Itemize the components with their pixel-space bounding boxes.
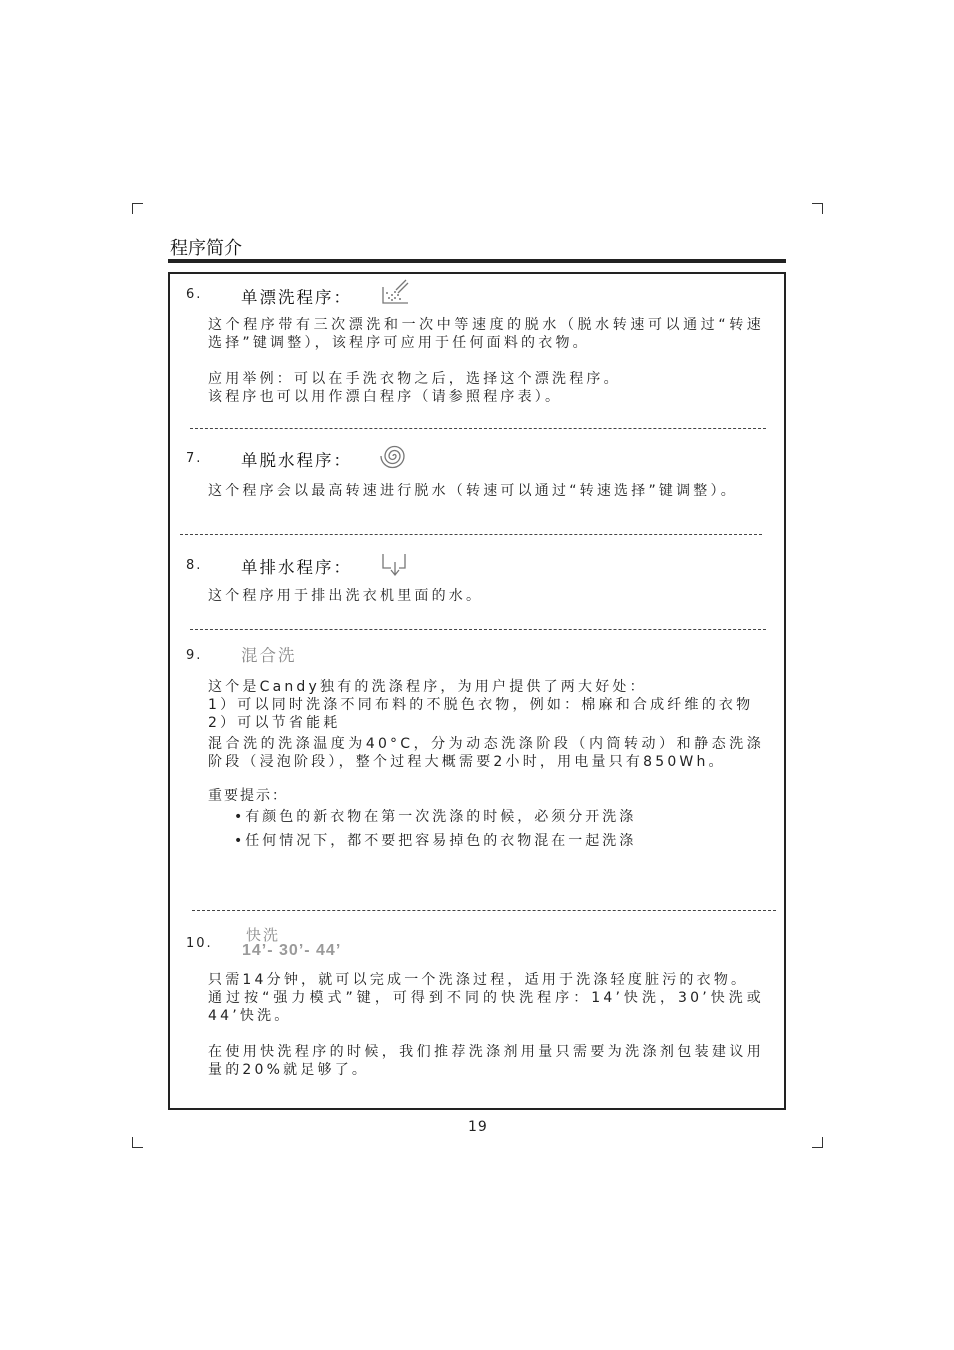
section-10-line3: 在使用快洗程序的时候，我们推荐洗涤剂用量只需要为洗涤剂包装建议用量的20%就足够了。 (208, 1044, 764, 1078)
divider (190, 629, 766, 630)
divider (190, 428, 766, 429)
section-7-body (208, 482, 764, 500)
rinse-shower-icon (380, 278, 412, 306)
title-rule (168, 259, 786, 263)
section-6-body (208, 316, 764, 406)
section-10-line1: 只需14分钟，就可以完成一个洗涤过程，适用于洗涤轻度脏污的衣物。 (208, 972, 749, 988)
section-8-line1: 这个程序用于排出洗衣机里面的水。 (208, 588, 484, 604)
section-6-title: 单漂洗程序： (241, 288, 352, 307)
spin-spiral-icon (380, 442, 408, 470)
section-9-tip-title: 重要提示： (208, 788, 288, 804)
section-7-number: 7. (186, 451, 203, 466)
section-9-number: 9. (186, 648, 203, 663)
section-6-number: 6. (186, 287, 203, 302)
section-9-tip1: •有颜色的新衣物在第一次洗涤的时候，必须分开洗涤 (234, 809, 637, 825)
section-8-body (208, 587, 764, 605)
page-number: 19 (468, 1119, 488, 1135)
section-9-title: 混合洗 (241, 646, 297, 665)
section-9-line2: 1）可以同时洗涤不同布料的不脱色衣物，例如：棉麻和合成纤维的衣物 (208, 697, 754, 713)
section-9-tip2: •任何情况下，都不要把容易掉色的衣物混在一起洗涤 (234, 833, 637, 849)
program-box (168, 272, 786, 1110)
drain-tub-icon (381, 550, 409, 578)
crop-mark-bottom-left (132, 1137, 143, 1148)
crop-mark-top-left (132, 203, 143, 214)
section-9-line4: 混合洗的洗涤温度为40°C，分为动态洗涤阶段（内筒转动）和静态洗涤阶段（浸泡阶段），整个过程大概需要2小时，用电量只有850Wh。 (208, 736, 764, 770)
section-8-title: 单排水程序： (241, 558, 352, 577)
section-6-line3: 该程序也可以用作漂白程序（请参照程序表）。 (208, 389, 563, 405)
section-9-body (208, 678, 764, 853)
section-9-line3: 2）可以节省能耗 (208, 715, 341, 731)
section-9-line1: 这个是Candy独有的洗涤程序，为用户提供了两大好处： (208, 679, 647, 695)
section-8-number: 8. (186, 558, 203, 573)
divider (180, 534, 762, 535)
section-6-line1: 这个程序带有三次漂洗和一次中等速度的脱水（脱水转速可以通过“转速选择”键调整），该程序可应用于任何面料的衣物。 (208, 317, 764, 351)
page-title: 程序简介 (170, 238, 242, 259)
section-10-speeds: 14’- 30’- 44’ (242, 942, 342, 959)
section-10-title: 快洗 (246, 926, 281, 944)
section-7-line1: 这个程序会以最高转速进行脱水（转速可以通过“转速选择”键调整）。 (208, 483, 738, 499)
section-10-number: 10. (186, 936, 213, 951)
section-10-line2: 通过按“强力模式”键，可得到不同的快洗程序：14’快洗，30’快洗或44’快洗。 (208, 990, 764, 1024)
section-6-line2: 应用举例：可以在手洗衣物之后，选择这个漂洗程序。 (208, 371, 621, 387)
crop-mark-bottom-right (812, 1137, 823, 1148)
section-10-body (208, 971, 764, 1079)
divider (192, 910, 776, 911)
crop-mark-top-right (812, 203, 823, 214)
section-7-title: 单脱水程序： (241, 451, 352, 470)
